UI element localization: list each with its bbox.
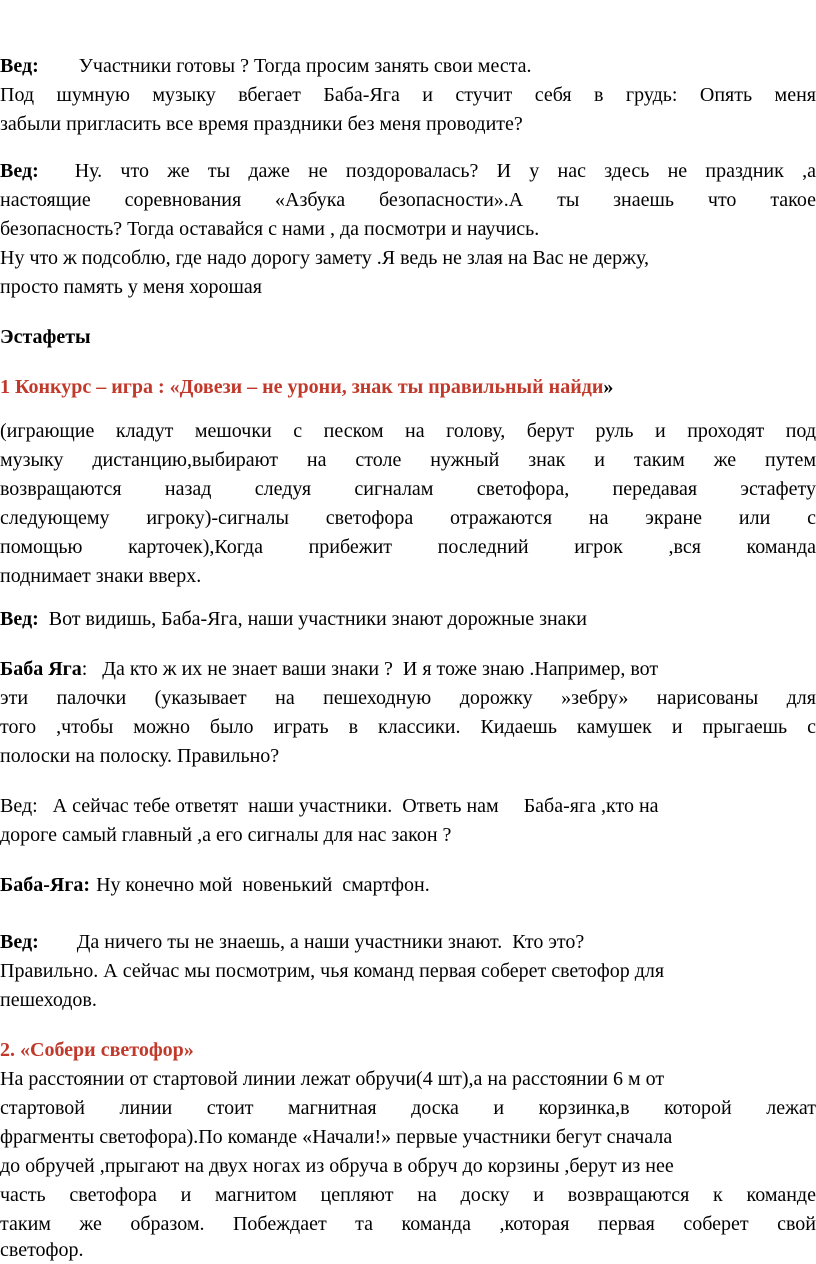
p2-line-2: настоящие соревнования «Азбука безопасности».А ты знаешь что такое [0,189,816,211]
contest2-line-7: светофор. [0,1239,84,1261]
contest1-title [0,373,816,401]
contest2-title: 2. «Собери светофор» [0,1039,194,1061]
p7-line-2: Правильно. А сейчас мы посмотрим, чья команд первая соберет светофор для [0,960,665,982]
speaker-label: Вед: [0,160,39,182]
speaker-label: Баба Яга [0,658,82,680]
contest1-line-1: (играющие кладут мешочки с песком на голову, берут руль и проходят под [0,420,816,442]
p7-line-1 [0,928,816,956]
contest2-line-6: таким же образом. Побеждает та команда ,которая первая соберет свой [0,1213,816,1235]
contest2-line-3: фрагменты светофора).По команде «Начали!» первые участники бегут сначала [0,1126,673,1148]
p1-text: Участники готовы ? Тогда просим занять свои места. [78,55,532,77]
p1-line-1 [0,52,816,80]
speaker-label: Баба-Яга: [0,874,91,896]
contest2-line-1: На расстоянии от стартовой линии лежат обручи(4 шт),а на расстоянии 6 м от [0,1068,665,1090]
p5-line-1: Вед: А сейчас тебе ответят наши участники. Ответь нам Баба-яга ,кто на [0,795,659,817]
contest1-line-3: возвращаются назад следуя сигналам светофора, передавая эстафету [0,478,816,500]
speaker-label: Вед: [0,55,39,77]
contest1-title-text: 1 Конкурс – игра : «Довези – не урони, знак ты правильный найди [0,376,604,398]
p4-line-4: полоски на полоску. Правильно? [0,745,280,767]
p1-line-3: забыли пригласить все время праздники без меня проводите? [0,113,523,135]
p5-line-2: дороге самый главный ,а его сигналы для нас закон ? [0,824,452,846]
p4-line-2: эти палочки (указывает на пешеходную дорожку »зебру» нарисованы для [0,687,816,709]
p4-line-1 [0,655,816,683]
p7-line-3: пешеходов. [0,989,97,1011]
p6-text: Ну конечно мой новенький смартфон. [96,874,430,896]
contest1-line-4: следующему игроку)-сигналы светофора отражаются на экране или с [0,507,816,529]
contest2-line-5: часть светофора и магнитом цепляют на доску и возвращаются к команде [0,1184,816,1206]
contest1-line-5: помощью карточек),Когда прибежит последний игрок ,вся команда [0,536,816,558]
p6-line [0,871,816,899]
p4-line-3: того ,чтобы можно было играть в классики. Кидаешь камушек и прыгаешь с [0,716,816,738]
contest2-line-2: стартовой линии стоит магнитная доска и корзинка,в которой лежат [0,1097,816,1119]
contest2-line-4: до обручей ,прыгают на двух ногах из обруча в обруч до корзины ,берут из нее [0,1155,674,1177]
p4-text: : Да кто ж их не знает ваши знаки ? И я тоже знаю .Например, вот [81,658,659,680]
p2-line-1 [0,157,816,185]
speaker-label: Вед: [0,608,39,630]
p2-line-3: безопасность? Тогда оставайся с нами , да посмотри и научись. [0,218,540,240]
speaker-label: Вед: [0,931,39,953]
contest1-line-2: музыку дистанцию,выбирают на столе нужный знак и таким же путем [0,449,816,471]
section-title: Эстафеты [0,326,91,348]
p2-line-4: Ну что ж подсоблю, где надо дорогу замету .Я ведь не злая на Вас не держу, [0,247,649,269]
p3-line [0,605,816,633]
contest1-line-6: поднимает знаки вверх. [0,565,202,587]
p3-text: Вот видишь, Баба-Яга, наши участники знают дорожные знаки [48,608,587,630]
p7-text: Да ничего ты не знаешь, а наши участники знают. Кто это? [76,931,585,953]
contest1-title-end: » [603,376,614,398]
p1-line-2: Под шумную музыку вбегает Баба-Яга и стучит себя в грудь: Опять меня [0,84,816,106]
p2-line-5: просто память у меня хорошая [0,276,263,298]
p2-text: Ну. что же ты даже не поздоровалась? И у нас здесь не праздник ,а [74,160,816,182]
